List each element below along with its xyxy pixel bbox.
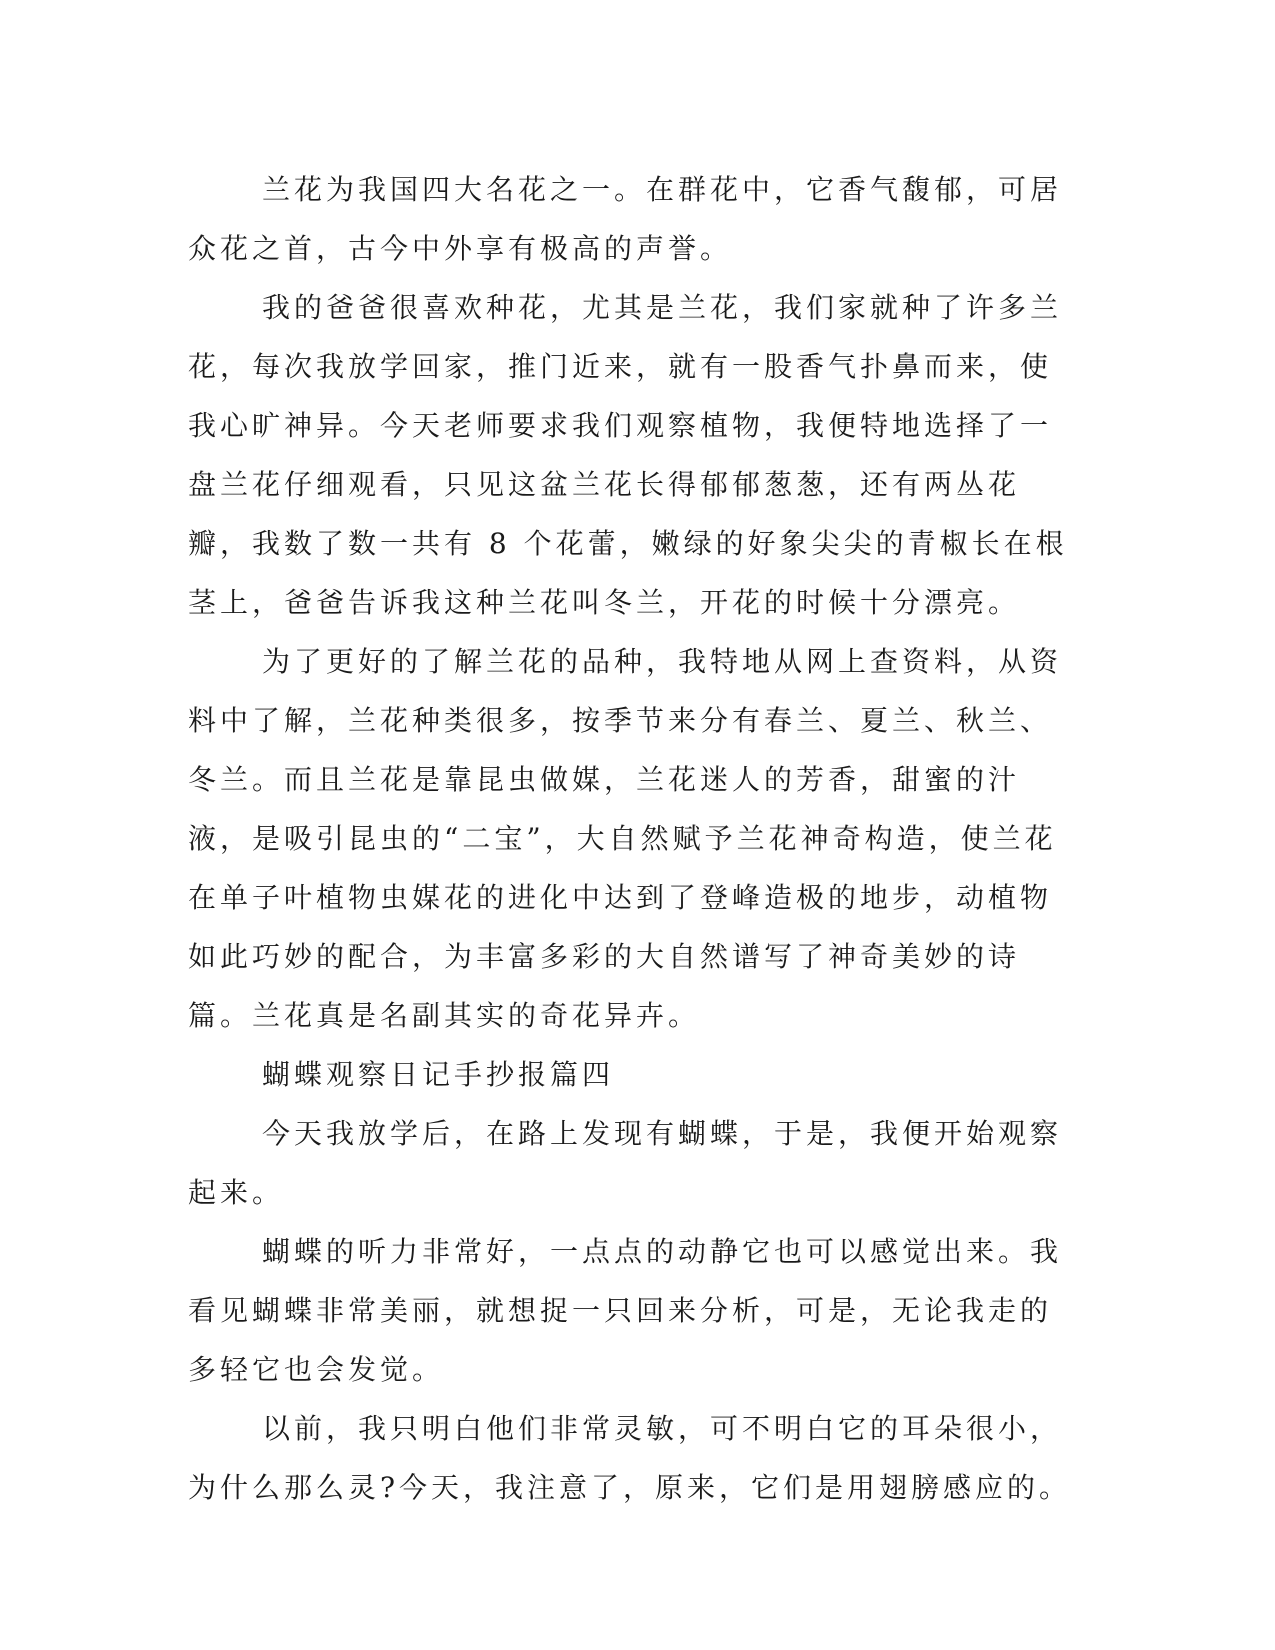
document-body <box>188 160 1078 1517</box>
paragraph-butterfly-found: 今天我放学后，在路上发现有蝴蝶，于是，我便开始观察起来。 <box>188 1117 1063 1209</box>
section-heading: 蝴蝶观察日记手抄报篇四 <box>262 1058 615 1091</box>
paragraph-orchid-research: 为了更好的了解兰花的品种，我特地从网上查资料，从资料中了解，兰花种类很多，按季节来分有春兰、夏兰、秋兰、冬兰。而且兰花是靠昆虫做媒，兰花迷人的芳香，甜蜜的汁液，是吸引昆虫的“二宝”，大自然赋予兰花神奇构造，使兰花在单子叶植物虫媒花的进化中达到了登峰造极的地步，动植物如此巧妙的配合，为丰富多彩的大自然谱写了神奇美妙的诗篇。兰花真是名副其实的奇花异卉。 <box>188 645 1063 1032</box>
paragraph-butterfly-wings: 以前，我只明白他们非常灵敏，可不明白它的耳朵很小，为什么那么灵?今天，我注意了，原来，它们是用翅膀感应的。 <box>188 1412 1072 1504</box>
paragraph-father-orchids: 我的爸爸很喜欢种花，尤其是兰花，我们家就种了许多兰花，每次我放学回家，推门近来，就有一股香气扑鼻而来，使我心旷神异。今天老师要求我们观察植物，我便特地选择了一盘兰花仔细观看，只见这盆兰花长得郁郁葱葱，还有两丛花瓣，我数了数一共有 8 个花蕾，嫩绿的好象尖尖的青椒长在根茎上，爸爸告诉我这种兰花叫冬兰，开花的时候十分漂亮。 <box>188 291 1068 619</box>
paragraph-butterfly-hearing: 蝴蝶的听力非常好，一点点的动静它也可以感觉出来。我看见蝴蝶非常美丽，就想捉一只回来分析，可是，无论我走的多轻它也会发觉。 <box>188 1235 1063 1386</box>
paragraph-orchid-intro: 兰花为我国四大名花之一。在群花中，它香气馥郁，可居众花之首，古今中外享有极高的声誉。 <box>188 173 1063 265</box>
